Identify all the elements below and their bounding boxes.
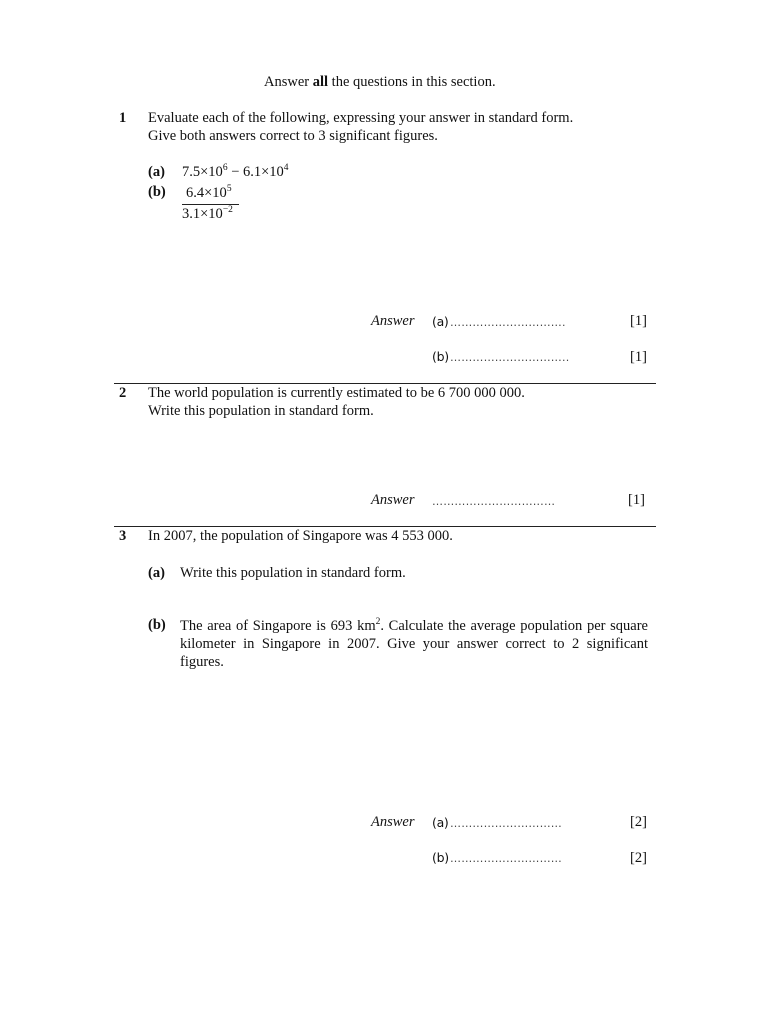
expr-exponent-1: 6	[222, 163, 228, 174]
question-2-answer-marks: [1]	[628, 492, 645, 508]
question-2-line-1: The world population is currently estimated to be 6 700 000 000.	[148, 385, 525, 401]
question-1-answer-a-line[interactable]: ………………………….	[450, 316, 566, 329]
question-2-answer-line[interactable]: ……………………………	[432, 495, 556, 508]
question-3-answer-a-label: (a)	[432, 815, 449, 830]
instruction-post: the questions in this section.	[328, 74, 496, 90]
question-1a-expression	[182, 164, 289, 181]
numerator-exponent: 5	[226, 184, 232, 195]
question-3-intro: In 2007, the population of Singapore was 4 553 000.	[148, 528, 453, 544]
question-3-answer-b-marks: [2]	[630, 850, 647, 866]
question-1-line-2: Give both answers correct to 3 significant figures.	[148, 128, 438, 144]
question-3-answer-a-marks: [2]	[630, 814, 647, 830]
q3b-text-post: . Calculate the average population per square kilometer in Singapore in 2007. Give your answer correct to 2 significant figures.	[180, 618, 648, 670]
divider-2	[114, 526, 656, 527]
instruction-pre: Answer	[264, 74, 313, 90]
numerator-base: 6.4×10	[186, 185, 227, 201]
expr-exponent-2: 4	[283, 163, 289, 174]
question-3b-label: (b)	[148, 617, 166, 633]
q3b-text-pre: The area of Singapore is 693 km	[180, 618, 376, 634]
question-3b-text	[180, 617, 648, 671]
question-3-answer-word: Answer	[371, 814, 415, 830]
question-1-answer-b-label: (b)	[432, 349, 449, 364]
question-2-number: 2	[119, 385, 127, 401]
question-1-line-1: Evaluate each of the following, expressing your answer in standard form.	[148, 110, 574, 126]
q3b-text-sup: 2	[375, 617, 381, 628]
question-1-answer-a-label: (a)	[432, 314, 449, 329]
question-1a-label: (a)	[148, 164, 165, 180]
question-3-answer-b-line[interactable]: …………………………	[450, 852, 562, 865]
question-2-answer-word: Answer	[371, 492, 415, 508]
question-1b-label: (b)	[148, 184, 166, 200]
expr-term-2: − 6.1×10	[227, 164, 284, 180]
question-3a-label: (a)	[148, 565, 165, 581]
question-3-answer-a-line[interactable]: …………………………	[450, 817, 562, 830]
question-1b-denominator	[182, 206, 233, 223]
question-1-answer-b-line[interactable]: …………………………..	[450, 351, 570, 364]
question-2-line-2: Write this population in standard form.	[148, 403, 374, 419]
question-1-number: 1	[119, 110, 127, 126]
question-1-answer-b-marks: [1]	[630, 349, 647, 365]
question-3-answer-b-label: (b)	[432, 850, 449, 865]
question-1-answer-a-marks: [1]	[630, 313, 647, 329]
denominator-exponent: −2	[222, 205, 233, 216]
expr-term-1: 7.5×10	[182, 164, 223, 180]
section-instruction	[264, 74, 496, 91]
denominator-base: 3.1×10	[182, 206, 223, 222]
question-1b-numerator	[186, 185, 232, 202]
question-3-number: 3	[119, 528, 127, 544]
question-1-answer-word: Answer	[371, 313, 415, 329]
divider-1	[114, 383, 656, 384]
instruction-bold: all	[312, 74, 329, 90]
question-3a-text: Write this population in standard form.	[180, 565, 406, 581]
